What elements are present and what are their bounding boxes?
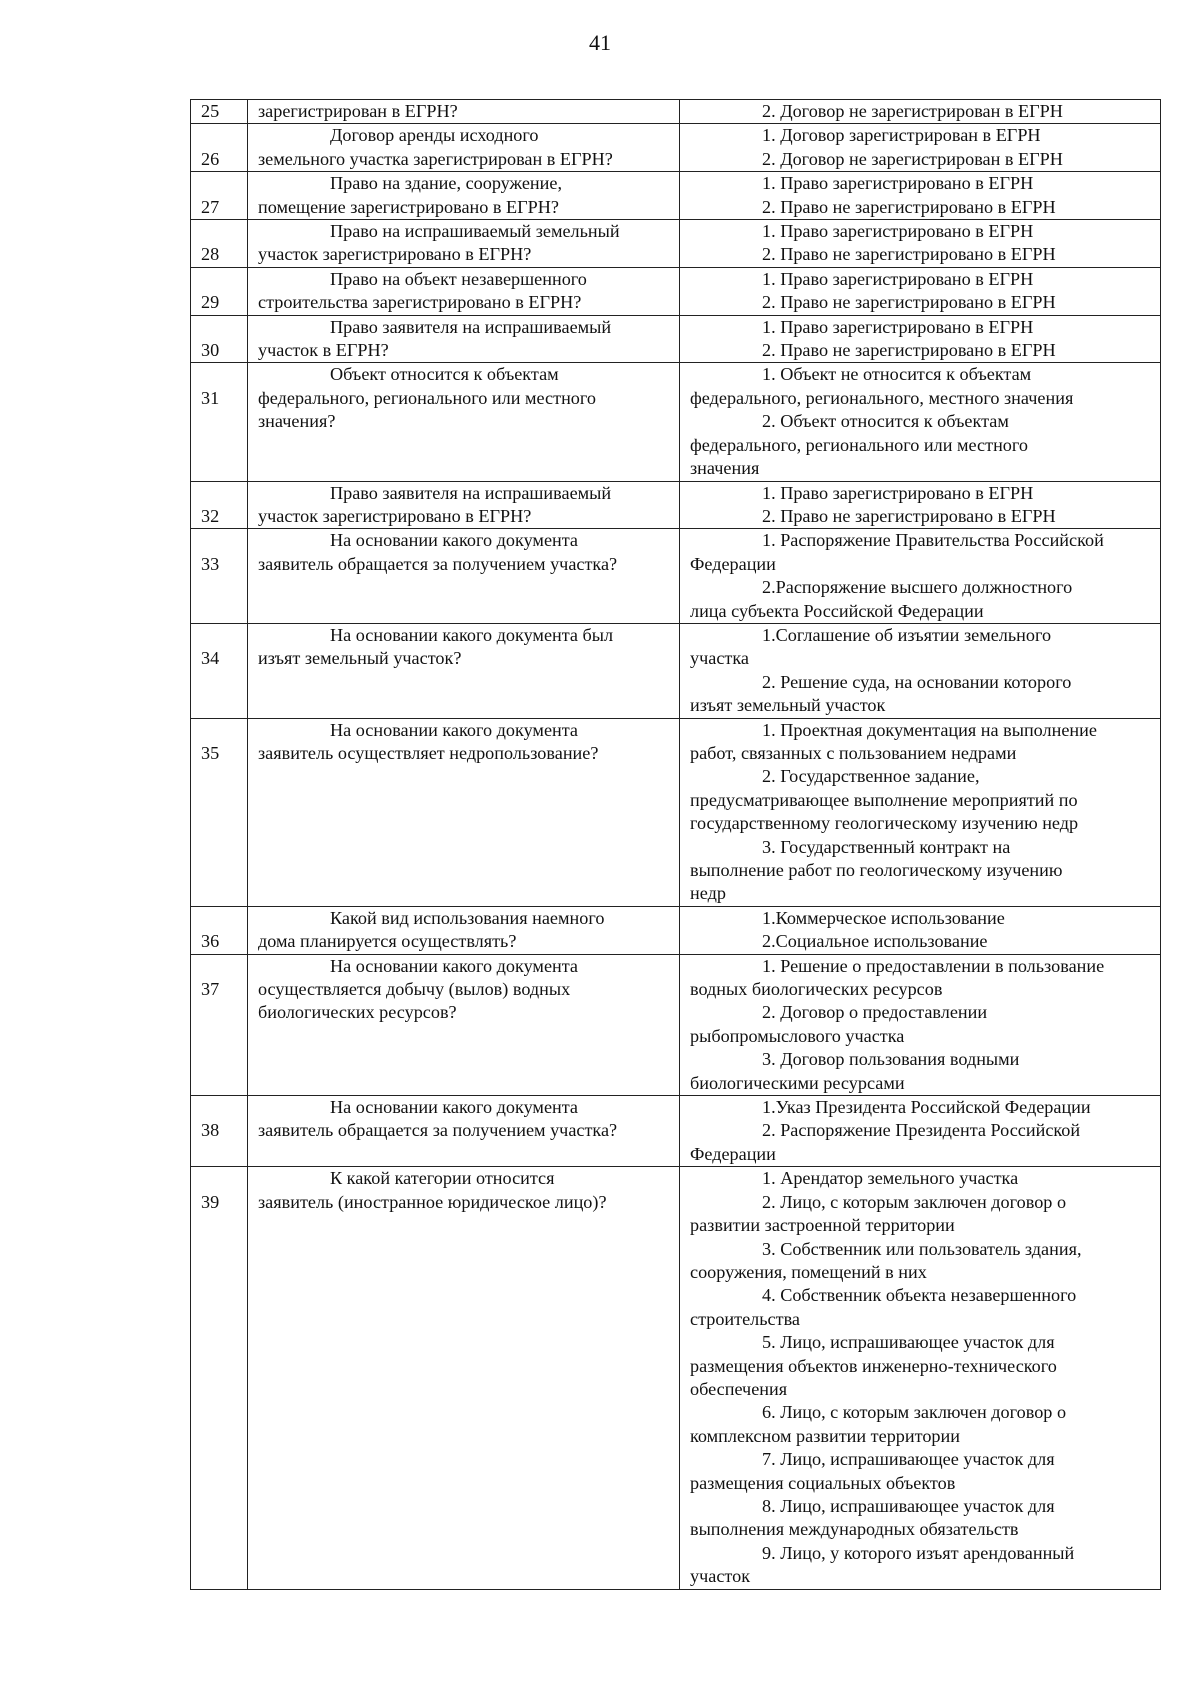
question-line: К какой категории относится (330, 1168, 555, 1189)
question-cell (248, 267, 680, 315)
answer-option-line: выполнение работ по геологическому изучению (690, 860, 1063, 880)
row-number-cell (191, 1167, 248, 1589)
table-row (191, 718, 1161, 906)
question-line: Какой вид использования наемного (330, 907, 605, 928)
answer-option-line: Федерации (690, 1143, 776, 1164)
row-number: 37 (201, 979, 220, 1000)
answer-option-line: сооружения, помещений в них (690, 1261, 927, 1282)
answer-options-cell (680, 267, 1161, 315)
question-cell (248, 172, 680, 220)
question-line: заявитель (иностранное юридическое лицо)? (258, 1191, 607, 1212)
row-number-cell (191, 172, 248, 220)
answer-options-cell (680, 623, 1161, 718)
question-line: участок зарегистрировано в ЕГРН? (258, 505, 532, 526)
answer-option-line: 2. Право не зарегистрировано в ЕГРН (762, 292, 1056, 313)
row-number: 26 (201, 148, 220, 169)
row-number-cell (191, 363, 248, 481)
question-line: Объект относится к объектам (330, 364, 559, 385)
page-number: 41 (589, 30, 611, 55)
answer-option-line: размещения социальных объектов (690, 1472, 956, 1493)
question-cell (248, 363, 680, 481)
question-line: Право на испрашиваемый земельный (330, 221, 620, 242)
answer-options-cell (680, 954, 1161, 1095)
question-cell (248, 623, 680, 718)
answer-option-line: 6. Лицо, с которым заключен договор о (762, 1402, 1067, 1423)
table-row (191, 623, 1161, 718)
answer-option-line: 3. Государственный контракт на (762, 836, 1011, 857)
answer-option-line: значения (690, 458, 760, 479)
answer-option-line: 2. Право не зарегистрировано в ЕГРН (762, 505, 1056, 526)
table-row (191, 529, 1161, 624)
answer-options-cell (680, 100, 1161, 124)
question-line: строительства зарегистрировано в ЕГРН? (258, 292, 582, 313)
question-line: На основании какого документа (330, 530, 578, 551)
answer-option-line: 1. Право зарегистрировано в ЕГРН (762, 316, 1034, 337)
question-cell (248, 954, 680, 1095)
table-row (191, 1096, 1161, 1167)
question-cell (248, 100, 680, 124)
row-number: 38 (201, 1120, 220, 1141)
answer-option-line: 2. Право не зарегистрировано в ЕГРН (762, 196, 1056, 217)
row-number-cell (191, 529, 248, 624)
answer-option-line: 1.Указ Президента Российской Федерации (762, 1097, 1091, 1118)
answer-option-line: 1. Договор зарегистрирован в ЕГРН (762, 125, 1041, 146)
question-line: Договор аренды исходного (330, 125, 539, 146)
answer-option-line: 2. Решение суда, на основании которого (762, 671, 1072, 692)
question-line: Право на здание, сооружение, (330, 173, 563, 194)
row-number: 32 (201, 505, 220, 526)
answer-options-cell (680, 481, 1161, 529)
table-row (191, 1167, 1161, 1589)
answer-option-line: 7. Лицо, испрашивающее участок для (762, 1449, 1055, 1470)
row-number: 28 (201, 244, 220, 265)
answer-option-line: комплексном развитии территории (690, 1425, 960, 1446)
question-line: участок зарегистрировано в ЕГРН? (258, 244, 532, 265)
answer-option-line: 1. Распоряжение Правительства Российской (762, 530, 1104, 551)
answer-option-line: 9. Лицо, у которого изъят арендованный (762, 1542, 1075, 1563)
answer-option-line: федерального, регионального, местного значения (690, 387, 1074, 408)
question-cell (248, 124, 680, 172)
question-line: изъят земельный участок? (258, 648, 462, 669)
answer-option-line: Федерации (690, 553, 776, 574)
answer-option-line: 1. Право зарегистрировано в ЕГРН (762, 268, 1034, 289)
answer-option-line: работ, связанных с пользованием недрами (690, 742, 1017, 763)
answer-option-line: 2. Государственное задание, (762, 766, 980, 787)
row-number-cell (191, 267, 248, 315)
row-number-cell (191, 623, 248, 718)
question-line: Право на объект незавершенного (330, 268, 587, 289)
answer-option-line: 1. Право зарегистрировано в ЕГРН (762, 221, 1034, 242)
question-line: заявитель обращается за получением участка? (258, 553, 618, 574)
row-number: 33 (201, 553, 220, 574)
criteria-table (190, 99, 1161, 1590)
table-row (191, 100, 1161, 124)
row-number-cell (191, 906, 248, 954)
answer-options-cell (680, 1096, 1161, 1167)
row-number: 34 (201, 648, 220, 669)
answer-option-line: 3. Договор пользования водными (762, 1049, 1020, 1070)
question-cell (248, 481, 680, 529)
answer-options-cell (680, 172, 1161, 220)
answer-option-line: федерального, регионального или местного (690, 434, 1028, 455)
answer-option-line: 2. Договор о предоставлении (762, 1002, 988, 1023)
table-row (191, 481, 1161, 529)
question-line: биологических ресурсов? (258, 1002, 457, 1023)
question-cell (248, 529, 680, 624)
answer-option-line: 2. Распоряжение Президента Российской (762, 1120, 1081, 1141)
question-cell (248, 1096, 680, 1167)
question-line: Право заявителя на испрашиваемый (330, 482, 612, 503)
answer-option-line: 1. Объект не относится к объектам (762, 364, 1032, 385)
question-line: помещение зарегистрировано в ЕГРН? (258, 196, 559, 217)
table-row (191, 315, 1161, 363)
answer-option-line: размещения объектов инженерно-технического (690, 1355, 1057, 1376)
question-line: дома планируется осуществлять? (258, 931, 517, 952)
row-number-cell (191, 954, 248, 1095)
table-body (191, 100, 1161, 1590)
answer-option-line: 3. Собственник или пользователь здания, (762, 1238, 1082, 1259)
answer-option-line: 1. Право зарегистрировано в ЕГРН (762, 173, 1034, 194)
answer-option-line: 2. Договор не зарегистрирован в ЕГРН (762, 101, 1063, 121)
answer-option-line: 2.Социальное использование (762, 931, 988, 952)
answer-option-line: 2. Право не зарегистрировано в ЕГРН (762, 244, 1056, 265)
answer-option-line: участок (690, 1566, 751, 1587)
answer-option-line: биологическими ресурсами (690, 1072, 905, 1093)
question-line: федерального, регионального или местного (258, 387, 596, 408)
answer-option-line: 8. Лицо, испрашивающее участок для (762, 1495, 1055, 1516)
answer-options-cell (680, 718, 1161, 906)
question-line: значения? (258, 411, 336, 432)
question-line: участок в ЕГРН? (258, 340, 389, 361)
question-cell (248, 906, 680, 954)
answer-option-line: недр (690, 883, 726, 904)
answer-option-line: обеспечения (690, 1378, 788, 1399)
answer-options-cell (680, 315, 1161, 363)
answer-option-line: 2. Объект относится к объектам (762, 411, 1009, 432)
table-row (191, 267, 1161, 315)
table-row (191, 906, 1161, 954)
answer-option-line: 1.Коммерческое использование (762, 907, 1005, 928)
answer-option-line: государственному геологическому изучению недр (690, 813, 1079, 834)
row-number-cell (191, 718, 248, 906)
answer-options-cell (680, 363, 1161, 481)
question-cell (248, 220, 680, 268)
answer-option-line: участка (690, 648, 749, 669)
answer-option-line: выполнения международных обязательств (690, 1519, 1019, 1540)
answer-option-line: 2.Распоряжение высшего должностного (762, 577, 1073, 598)
answer-options-cell (680, 1167, 1161, 1589)
row-number: 30 (201, 340, 220, 361)
question-line: земельного участка зарегистрирован в ЕГРН? (258, 148, 613, 169)
question-line: зарегистрирован в ЕГРН? (258, 101, 458, 121)
answer-option-line: 2. Лицо, с которым заключен договор о (762, 1191, 1067, 1212)
row-number: 27 (201, 196, 220, 217)
question-line: На основании какого документа (330, 1097, 578, 1118)
question-line: На основании какого документа был (330, 624, 614, 645)
question-cell (248, 315, 680, 363)
answer-option-line: предусматривающее выполнение мероприятий по (690, 789, 1078, 810)
row-number-cell (191, 315, 248, 363)
answer-option-line: водных биологических ресурсов (690, 979, 943, 1000)
row-number-cell (191, 220, 248, 268)
question-line: Право заявителя на испрашиваемый (330, 316, 612, 337)
row-number: 31 (201, 387, 220, 408)
table-row (191, 124, 1161, 172)
answer-option-line: 1.Соглашение об изъятии земельного (762, 624, 1052, 645)
answer-option-line: рыбопромыслового участка (690, 1025, 905, 1046)
answer-option-line: 2. Право не зарегистрировано в ЕГРН (762, 340, 1056, 361)
question-line: осуществляется добычу (вылов) водных (258, 979, 571, 1000)
row-number: 25 (201, 101, 220, 121)
row-number-cell (191, 100, 248, 124)
row-number-cell (191, 124, 248, 172)
table-row (191, 172, 1161, 220)
answer-option-line: 1. Проектная документация на выполнение (762, 719, 1097, 740)
row-number: 35 (201, 742, 220, 763)
row-number: 36 (201, 931, 220, 952)
answer-option-line: 5. Лицо, испрашивающее участок для (762, 1332, 1055, 1353)
question-cell (248, 1167, 680, 1589)
answer-option-line: 1. Арендатор земельного участка (762, 1168, 1019, 1189)
answer-option-line: 1. Решение о предоставлении в пользование (762, 955, 1105, 976)
question-line: заявитель обращается за получением участка? (258, 1120, 618, 1141)
answer-option-line: лица субъекта Российской Федерации (690, 600, 984, 621)
answer-options-cell (680, 906, 1161, 954)
question-line: заявитель осуществляет недропользование? (258, 742, 599, 763)
row-number-cell (191, 1096, 248, 1167)
question-line: На основании какого документа (330, 955, 578, 976)
question-line: На основании какого документа (330, 719, 578, 740)
answer-option-line: развитии застроенной территории (690, 1215, 955, 1236)
table-row (191, 363, 1161, 481)
answer-option-line: 2. Договор не зарегистрирован в ЕГРН (762, 148, 1063, 169)
answer-option-line: изъят земельный участок (690, 695, 886, 716)
row-number: 29 (201, 292, 220, 313)
answer-option-line: 1. Право зарегистрировано в ЕГРН (762, 482, 1034, 503)
row-number-cell (191, 481, 248, 529)
table-row (191, 954, 1161, 1095)
answer-options-cell (680, 124, 1161, 172)
answer-option-line: строительства (690, 1308, 800, 1329)
answer-option-line: 4. Собственник объекта незавершенного (762, 1285, 1077, 1306)
table-row (191, 220, 1161, 268)
answer-options-cell (680, 220, 1161, 268)
question-cell (248, 718, 680, 906)
row-number: 39 (201, 1191, 220, 1212)
answer-options-cell (680, 529, 1161, 624)
